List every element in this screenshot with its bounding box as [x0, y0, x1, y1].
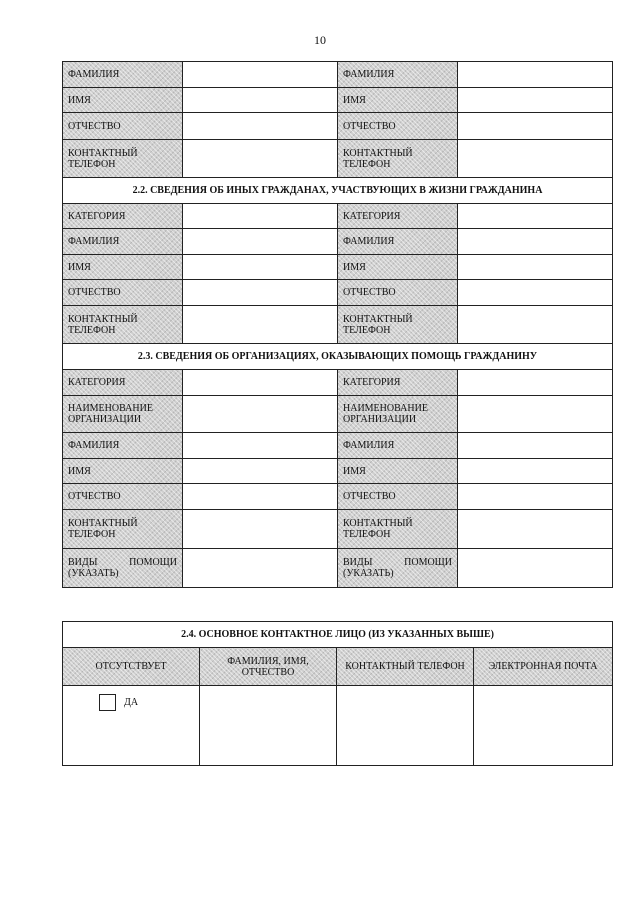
field-label: ФАМИЛИЯ: [338, 62, 458, 88]
field-label: ОТЧЕСТВО: [338, 280, 458, 306]
field-value[interactable]: [458, 140, 613, 178]
table-row: [63, 370, 613, 396]
section-header-row: [63, 178, 613, 204]
table-row: [63, 686, 613, 766]
field-label: НАИМЕНОВАНИЕ ОРГАНИЗАЦИИ: [338, 396, 458, 433]
field-label: ВИДЫ ПОМОЩИ (УКАЗАТЬ): [63, 549, 183, 588]
field-value[interactable]: [183, 204, 338, 229]
field-label: ОТЧЕСТВО: [338, 484, 458, 510]
field-value[interactable]: [458, 204, 613, 229]
table-row: [63, 113, 613, 140]
section-header-row: [63, 344, 613, 370]
field-label: ФАМИЛИЯ: [63, 229, 183, 255]
absent-cell: [63, 686, 200, 766]
field-label: ИМЯ: [338, 255, 458, 280]
field-label: ИМЯ: [338, 88, 458, 113]
field-label: ФАМИЛИЯ: [338, 229, 458, 255]
field-label: ОТЧЕСТВО: [63, 280, 183, 306]
field-value[interactable]: [183, 62, 338, 88]
field-label: ФАМИЛИЯ: [338, 433, 458, 459]
email-value[interactable]: [474, 686, 613, 766]
field-label: КОНТАКТНЫЙ ТЕЛЕФОН: [63, 140, 183, 178]
field-value[interactable]: [458, 370, 613, 396]
field-label: ВИДЫ ПОМОЩИ (УКАЗАТЬ): [338, 549, 458, 588]
table-row: [63, 140, 613, 178]
table-row: [63, 549, 613, 588]
field-value[interactable]: [183, 140, 338, 178]
field-label: НАИМЕНОВАНИЕ ОРГАНИЗАЦИИ: [63, 396, 183, 433]
field-label: ИМЯ: [63, 459, 183, 484]
field-label: КОНТАКТНЫЙ ТЕЛЕФОН: [63, 306, 183, 344]
field-value[interactable]: [458, 255, 613, 280]
table-row: [63, 306, 613, 344]
table-row: [63, 484, 613, 510]
main-contact-table: [62, 621, 613, 766]
section-2-3-title: 2.3. СВЕДЕНИЯ ОБ ОРГАНИЗАЦИЯХ, ОКАЗЫВАЮЩИХ ПОМОЩЬ ГРАЖДАНИНУ: [63, 344, 613, 370]
yes-option[interactable]: [99, 694, 138, 711]
field-label: ОТЧЕСТВО: [338, 113, 458, 140]
field-value[interactable]: [183, 484, 338, 510]
field-value[interactable]: [183, 459, 338, 484]
page-number: 10: [314, 33, 326, 47]
field-value[interactable]: [183, 433, 338, 459]
field-value[interactable]: [458, 113, 613, 140]
field-label: КОНТАКТНЫЙ ТЕЛЕФОН: [338, 510, 458, 549]
column-header-row: [63, 648, 613, 686]
field-label: КАТЕГОРИЯ: [338, 204, 458, 229]
yes-checkbox-label: ДА: [124, 696, 139, 708]
table-row: [63, 280, 613, 306]
field-label: КОНТАКТНЫЙ ТЕЛЕФОН: [63, 510, 183, 549]
column-header-phone: КОНТАКТНЫЙ ТЕЛЕФОН: [337, 648, 474, 686]
yes-checkbox[interactable]: [99, 694, 116, 711]
field-value[interactable]: [183, 88, 338, 113]
field-value[interactable]: [458, 433, 613, 459]
field-value[interactable]: [183, 113, 338, 140]
field-label: КАТЕГОРИЯ: [338, 370, 458, 396]
field-label: ФАМИЛИЯ: [63, 62, 183, 88]
field-label: ФАМИЛИЯ: [63, 433, 183, 459]
field-value[interactable]: [183, 370, 338, 396]
field-label: ИМЯ: [63, 255, 183, 280]
section-header-row: [63, 622, 613, 648]
field-value[interactable]: [183, 510, 338, 549]
field-label: КАТЕГОРИЯ: [63, 370, 183, 396]
field-label: КОНТАКТНЫЙ ТЕЛЕФОН: [338, 306, 458, 344]
field-value[interactable]: [458, 484, 613, 510]
field-label: КАТЕГОРИЯ: [63, 204, 183, 229]
field-label: ИМЯ: [63, 88, 183, 113]
section-2-2-title: 2.2. СВЕДЕНИЯ ОБ ИНЫХ ГРАЖДАНАХ, УЧАСТВУЮЩИХ В ЖИЗНИ ГРАЖДАНИНА: [63, 178, 613, 204]
field-value[interactable]: [458, 396, 613, 433]
full-name-value[interactable]: [200, 686, 337, 766]
column-header-email: ЭЛЕКТРОННАЯ ПОЧТА: [474, 648, 613, 686]
table-row: [63, 255, 613, 280]
table-row: [63, 433, 613, 459]
column-header-full-name: ФАМИЛИЯ, ИМЯ, ОТЧЕСТВО: [200, 648, 337, 686]
section-2-4-title: 2.4. ОСНОВНОЕ КОНТАКТНОЕ ЛИЦО (ИЗ УКАЗАННЫХ ВЫШЕ): [63, 622, 613, 648]
table-row: [63, 229, 613, 255]
field-value[interactable]: [458, 280, 613, 306]
field-value[interactable]: [183, 229, 338, 255]
table-row: [63, 204, 613, 229]
field-value[interactable]: [458, 62, 613, 88]
field-label: КОНТАКТНЫЙ ТЕЛЕФОН: [338, 140, 458, 178]
field-value[interactable]: [458, 510, 613, 549]
field-label: ОТЧЕСТВО: [63, 484, 183, 510]
table-row: [63, 459, 613, 484]
field-value[interactable]: [183, 306, 338, 344]
field-value[interactable]: [183, 549, 338, 588]
field-label: ИМЯ: [338, 459, 458, 484]
table-row: [63, 62, 613, 88]
field-value[interactable]: [458, 549, 613, 588]
field-value[interactable]: [458, 459, 613, 484]
field-value[interactable]: [458, 88, 613, 113]
field-value[interactable]: [183, 255, 338, 280]
field-label: ОТЧЕСТВО: [63, 113, 183, 140]
column-header-absent: ОТСУТСТВУЕТ: [63, 648, 200, 686]
field-value[interactable]: [458, 306, 613, 344]
field-value[interactable]: [183, 280, 338, 306]
table-row: [63, 510, 613, 549]
table-row: [63, 396, 613, 433]
phone-value[interactable]: [337, 686, 474, 766]
table-row: [63, 88, 613, 113]
field-value[interactable]: [458, 229, 613, 255]
field-value[interactable]: [183, 396, 338, 433]
citizen-info-table: [62, 61, 613, 588]
